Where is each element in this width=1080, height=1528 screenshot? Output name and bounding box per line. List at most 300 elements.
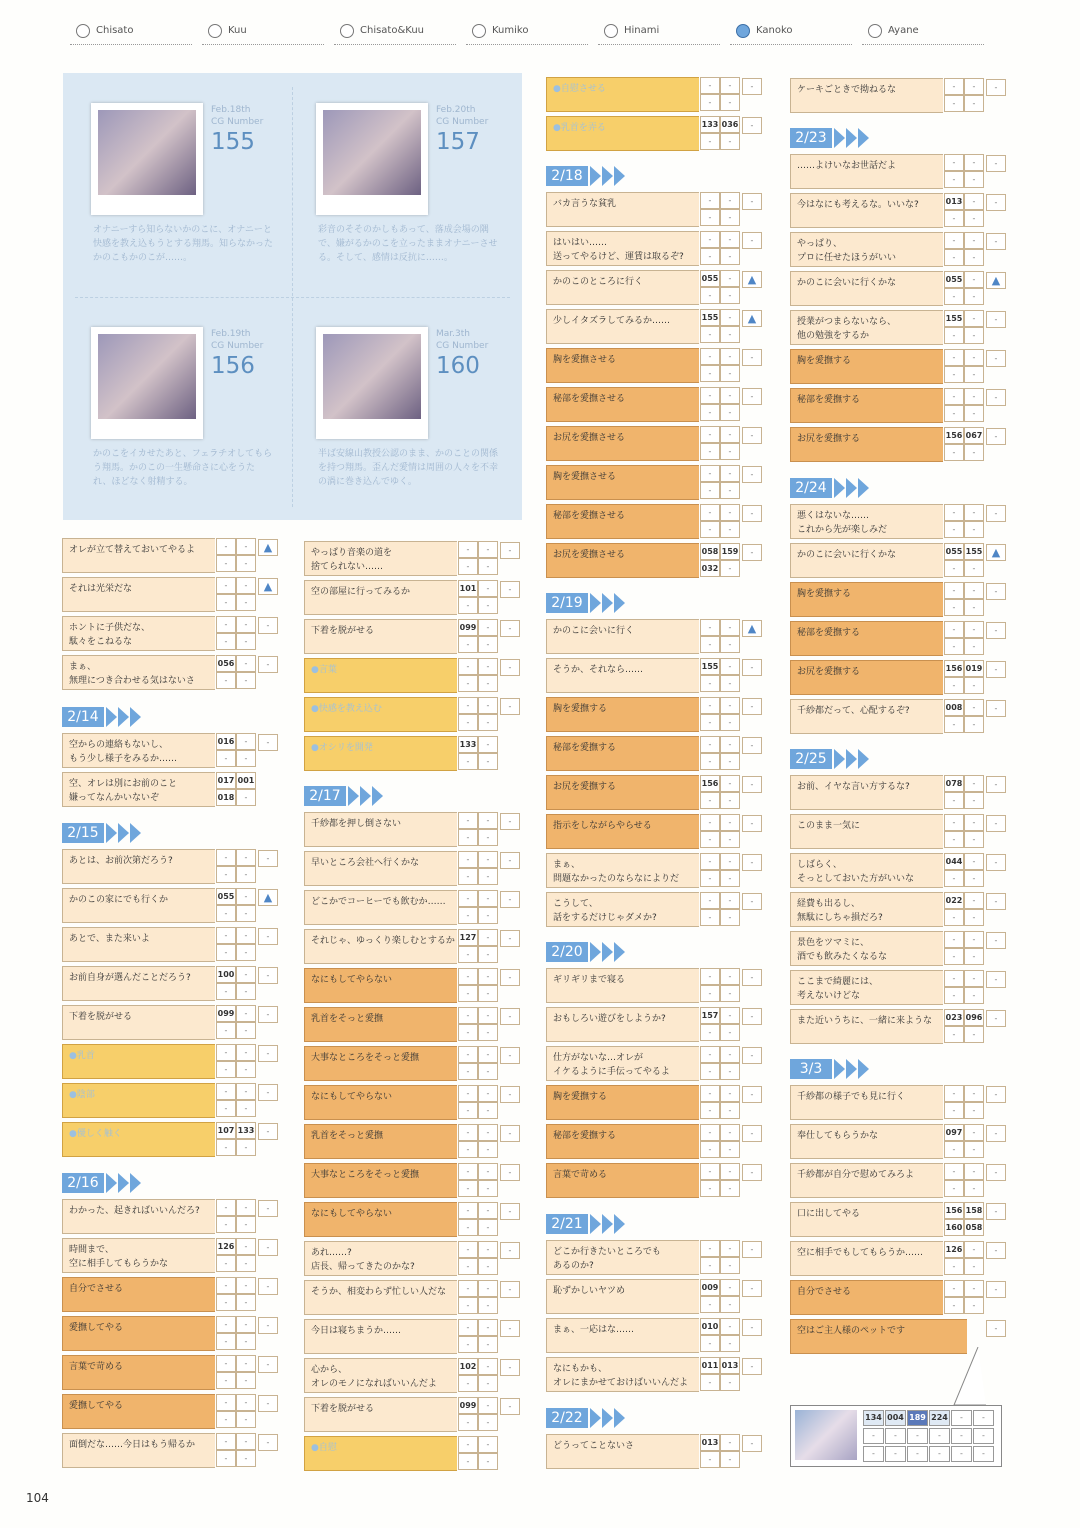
choice-box[interactable] xyxy=(62,577,215,612)
choice-box[interactable] xyxy=(546,1007,699,1042)
choice-box[interactable] xyxy=(304,1007,457,1042)
choice-box[interactable] xyxy=(546,1085,699,1120)
choice-box[interactable] xyxy=(62,1122,215,1157)
choice-box[interactable] xyxy=(790,154,943,189)
choice-row[interactable] xyxy=(546,853,764,891)
cg-cell: - xyxy=(951,1446,972,1462)
choice-row[interactable] xyxy=(790,892,1008,930)
choice-box[interactable] xyxy=(304,1319,457,1354)
cg-cell: - xyxy=(216,1394,236,1411)
choice-row[interactable] xyxy=(790,1280,1008,1318)
choice-box[interactable] xyxy=(62,538,215,573)
choice-row[interactable] xyxy=(62,1044,280,1082)
choice-row[interactable] xyxy=(62,1083,280,1121)
choice-box[interactable] xyxy=(546,814,699,849)
choice-box[interactable] xyxy=(790,232,943,267)
cg-cell: - xyxy=(964,1026,984,1043)
choice-row[interactable] xyxy=(790,1163,1008,1201)
choice-box[interactable] xyxy=(546,1279,699,1314)
choice-box[interactable] xyxy=(62,1355,215,1390)
flag-cell: - xyxy=(742,427,762,444)
radio-icon xyxy=(208,24,222,38)
cg-cell: - xyxy=(964,1280,984,1297)
choice-box[interactable] xyxy=(790,1202,943,1237)
choice-box[interactable] xyxy=(546,231,699,266)
choice-text: バカ言うな貧乳 xyxy=(553,199,617,209)
choice-text: 秘部を愛撫させる xyxy=(553,511,626,521)
choice-box[interactable] xyxy=(62,1316,215,1351)
cg-cell: - xyxy=(964,95,984,112)
choice-box[interactable] xyxy=(62,849,215,884)
choice-box[interactable] xyxy=(546,543,699,578)
choice-box[interactable] xyxy=(62,966,215,1001)
choice-box[interactable] xyxy=(546,426,699,461)
choice-box[interactable] xyxy=(546,1240,699,1275)
cg-cell: - xyxy=(478,1141,498,1158)
choice-row[interactable] xyxy=(546,504,764,542)
choice-box[interactable] xyxy=(790,193,943,228)
choice-row[interactable] xyxy=(304,851,522,889)
choice-box[interactable] xyxy=(304,1202,457,1237)
choice-row[interactable] xyxy=(62,1122,280,1160)
choice-box[interactable] xyxy=(790,543,943,578)
choice-row[interactable] xyxy=(546,1357,764,1395)
choice-row[interactable] xyxy=(546,1085,764,1123)
chevron-right-icon xyxy=(602,942,613,962)
cg-cell: - xyxy=(964,638,984,655)
choice-row[interactable] xyxy=(62,1277,280,1315)
choice-row[interactable] xyxy=(304,1124,522,1162)
choice-row[interactable] xyxy=(304,968,522,1006)
flag-cell: - xyxy=(500,1008,520,1025)
choice-text: オレが立て替えておいてやるよ xyxy=(69,545,196,555)
cg-cell: - xyxy=(216,1199,236,1216)
choice-row[interactable] xyxy=(62,733,280,771)
cg-card xyxy=(288,73,510,295)
choice-box[interactable] xyxy=(546,968,699,1003)
choice-box[interactable] xyxy=(790,931,943,966)
choice-box[interactable] xyxy=(546,775,699,810)
choice-box[interactable] xyxy=(62,616,215,651)
choice-box[interactable] xyxy=(304,1280,457,1315)
choice-row[interactable] xyxy=(546,348,764,386)
choice-row[interactable] xyxy=(790,621,1008,659)
choice-row[interactable] xyxy=(546,270,764,308)
choice-box[interactable] xyxy=(62,733,215,768)
choice-row[interactable] xyxy=(62,1005,280,1043)
cg-number-label: CG Number xyxy=(211,117,264,127)
choice-row[interactable] xyxy=(304,1046,522,1084)
choice-box[interactable] xyxy=(304,697,457,732)
choice-box[interactable] xyxy=(546,1357,699,1392)
choice-row[interactable] xyxy=(546,1318,764,1356)
choice-box[interactable] xyxy=(62,1433,215,1468)
cg-cell: - xyxy=(236,750,256,767)
cg-cell: - xyxy=(720,77,740,94)
flag-cell: - xyxy=(742,1358,762,1375)
cg-cell: - xyxy=(458,985,478,1002)
choice-box[interactable] xyxy=(790,388,943,423)
choice-box[interactable] xyxy=(62,655,215,690)
choice-row[interactable] xyxy=(546,543,764,581)
choice-row[interactable] xyxy=(790,349,1008,387)
choice-row[interactable] xyxy=(304,658,522,696)
choice-row[interactable] xyxy=(546,192,764,230)
choice-box[interactable] xyxy=(304,1085,457,1120)
choice-row[interactable] xyxy=(790,970,1008,1008)
cg-cell: - xyxy=(720,1240,740,1257)
choice-box[interactable] xyxy=(790,892,943,927)
choice-box[interactable] xyxy=(790,853,943,888)
choice-box[interactable] xyxy=(62,927,215,962)
choice-box[interactable] xyxy=(790,504,943,539)
cg-cell: - xyxy=(216,1139,236,1156)
cg-cell: - xyxy=(216,594,236,611)
choice-text: 胸を愛撫する xyxy=(797,356,852,366)
choice-box[interactable] xyxy=(304,851,457,886)
choice-row[interactable] xyxy=(790,1241,1008,1279)
choice-box[interactable] xyxy=(304,619,457,654)
choice-text: 乳首をそっと愛撫 xyxy=(311,1014,384,1024)
choice-row[interactable] xyxy=(304,1085,522,1123)
choice-box[interactable] xyxy=(546,736,699,771)
choice-row[interactable] xyxy=(62,1316,280,1354)
choice-row[interactable] xyxy=(790,1124,1008,1162)
choice-box[interactable] xyxy=(62,888,215,923)
choice-box[interactable] xyxy=(304,658,457,693)
cg-cell: - xyxy=(236,733,256,750)
cg-cell: - xyxy=(700,736,720,753)
choice-box[interactable] xyxy=(546,1124,699,1159)
choice-box[interactable] xyxy=(790,310,943,345)
choice-box[interactable] xyxy=(790,1124,943,1159)
choice-box[interactable] xyxy=(304,580,457,615)
choice-row[interactable] xyxy=(790,1202,1008,1240)
choice-box[interactable] xyxy=(790,1280,943,1315)
choice-row[interactable] xyxy=(62,927,280,965)
choice-row[interactable] xyxy=(790,543,1008,581)
choice-row[interactable] xyxy=(790,271,1008,309)
choice-box[interactable] xyxy=(790,775,943,810)
choice-box[interactable] xyxy=(546,892,699,927)
choice-row[interactable] xyxy=(790,388,1008,426)
choice-box[interactable] xyxy=(790,427,943,462)
choice-row[interactable] xyxy=(304,736,522,774)
choice-box[interactable] xyxy=(546,270,699,305)
cg-cell: - xyxy=(700,1451,720,1468)
cg-cell: - xyxy=(236,1433,256,1450)
choice-box[interactable] xyxy=(546,192,699,227)
cg-cell: - xyxy=(478,1358,498,1375)
cg-cell: - xyxy=(700,326,720,343)
choice-text: なにもかも、 オレにまかせておけばいいんだよ xyxy=(553,1364,689,1388)
cg-cell: - xyxy=(236,1083,256,1100)
cg-cell: - xyxy=(720,1163,740,1180)
flag-cell: - xyxy=(258,617,278,634)
choice-row[interactable] xyxy=(304,697,522,735)
choice-row[interactable] xyxy=(546,1046,764,1084)
choice-box[interactable] xyxy=(304,968,457,1003)
choice-box[interactable] xyxy=(304,1163,457,1198)
choice-box[interactable] xyxy=(62,1277,215,1312)
flag-cell: - xyxy=(500,698,520,715)
cg-cell: - xyxy=(720,1124,740,1141)
choice-row[interactable] xyxy=(546,309,764,347)
choice-row[interactable] xyxy=(62,1355,280,1393)
choice-row[interactable] xyxy=(546,775,764,813)
tab-chisatokuu[interactable] xyxy=(334,20,456,45)
choice-box[interactable] xyxy=(790,1319,967,1354)
choice-row[interactable] xyxy=(62,1394,280,1432)
cg-cell: 107 xyxy=(216,1122,236,1139)
tab-kanoko[interactable] xyxy=(730,20,852,45)
choice-box[interactable] xyxy=(546,116,699,151)
choice-row[interactable] xyxy=(790,427,1008,465)
choice-text: ここまで綺麗には、 考えないけどな xyxy=(797,977,879,1001)
choice-row[interactable] xyxy=(62,1199,280,1237)
choice-row[interactable] xyxy=(790,193,1008,231)
cg-cell: - xyxy=(720,248,740,265)
choice-box[interactable] xyxy=(304,1241,457,1276)
choice-row[interactable] xyxy=(790,310,1008,348)
choice-row[interactable] xyxy=(546,465,764,503)
tab-hinami[interactable] xyxy=(598,20,720,45)
choice-box[interactable] xyxy=(546,619,699,654)
choice-row[interactable] xyxy=(304,541,522,579)
choice-row[interactable] xyxy=(304,1319,522,1357)
choice-box[interactable] xyxy=(546,1046,699,1081)
choice-box[interactable] xyxy=(546,348,699,383)
choice-box[interactable] xyxy=(546,387,699,422)
cg-cell: - xyxy=(700,1141,720,1158)
choice-row[interactable] xyxy=(790,1009,1008,1047)
choice-row[interactable] xyxy=(62,538,280,576)
choice-box[interactable] xyxy=(62,1083,215,1118)
flag-cell: - xyxy=(986,932,1006,949)
choice-box[interactable] xyxy=(546,465,699,500)
cg-cell: - xyxy=(458,675,478,692)
choice-row[interactable] xyxy=(546,1240,764,1278)
cg-cell: - xyxy=(216,1216,236,1233)
tab-kumiko[interactable] xyxy=(466,20,588,45)
choice-row[interactable] xyxy=(62,577,280,615)
cg-cell: 101 xyxy=(458,580,478,597)
choice-row[interactable] xyxy=(304,812,522,850)
choice-box[interactable] xyxy=(304,890,457,925)
cg-cell: - xyxy=(964,154,984,171)
choice-row[interactable] xyxy=(304,1202,522,1240)
choice-box[interactable] xyxy=(790,660,943,695)
tab-chisato[interactable] xyxy=(70,20,192,45)
choice-box[interactable] xyxy=(62,1044,215,1079)
choice-row[interactable] xyxy=(790,232,1008,270)
choice-row[interactable] xyxy=(304,1436,522,1474)
flag-cell: - xyxy=(986,1086,1006,1103)
choice-row[interactable] xyxy=(790,775,1008,813)
choice-box[interactable] xyxy=(546,1318,699,1353)
choice-box[interactable] xyxy=(790,699,943,734)
choice-row[interactable] xyxy=(546,116,764,154)
cg-cell: - xyxy=(700,1102,720,1119)
choice-row[interactable] xyxy=(790,504,1008,542)
choice-row[interactable] xyxy=(304,619,522,657)
choice-row[interactable] xyxy=(304,1397,522,1435)
choice-text: わかった、起きればいいんだろ? xyxy=(69,1206,200,1216)
cg-cell: 133 xyxy=(236,1122,256,1139)
choice-text: ●オシリを開発 xyxy=(311,743,373,753)
choice-row[interactable] xyxy=(62,966,280,1004)
cg-cell: - xyxy=(700,504,720,521)
choice-row[interactable] xyxy=(790,699,1008,737)
cg-cell: - xyxy=(720,853,740,870)
choice-box[interactable] xyxy=(790,1009,943,1044)
choice-row[interactable] xyxy=(790,154,1008,192)
choice-row[interactable] xyxy=(304,890,522,928)
choice-row[interactable] xyxy=(304,1280,522,1318)
cg-cell: - xyxy=(944,987,964,1004)
choice-row[interactable] xyxy=(546,387,764,425)
choice-box[interactable] xyxy=(546,309,699,344)
choice-box[interactable] xyxy=(304,1397,457,1432)
choice-row[interactable] xyxy=(546,1007,764,1045)
choice-row[interactable] xyxy=(790,853,1008,891)
choice-row[interactable] xyxy=(62,655,280,693)
choice-text: しばらく、 そっとしておいた方がいいな xyxy=(797,860,915,884)
choice-box[interactable] xyxy=(546,1163,699,1198)
cg-cell: - xyxy=(236,789,256,806)
tab-ayane[interactable] xyxy=(862,20,984,45)
choice-row[interactable] xyxy=(546,658,764,696)
choice-box[interactable] xyxy=(790,1241,943,1276)
choice-row[interactable] xyxy=(790,660,1008,698)
choice-row[interactable] xyxy=(546,697,764,735)
cg-cell: - xyxy=(964,948,984,965)
choice-row[interactable] xyxy=(790,78,1008,116)
choice-box[interactable] xyxy=(62,1005,215,1040)
choice-box[interactable] xyxy=(62,1199,215,1234)
choice-text: どこか行きたいところでも あるのか? xyxy=(553,1247,661,1271)
choice-box[interactable] xyxy=(790,582,943,617)
cg-cell: - xyxy=(907,1446,928,1462)
choice-row[interactable] xyxy=(62,849,280,887)
cg-date-label xyxy=(211,104,263,128)
choice-row[interactable] xyxy=(546,619,764,657)
choice-row[interactable] xyxy=(546,814,764,852)
choice-box[interactable] xyxy=(790,349,943,384)
cg-cell: - xyxy=(944,948,964,965)
choice-row[interactable] xyxy=(62,616,280,654)
choice-box[interactable] xyxy=(790,1085,943,1120)
cg-cell: - xyxy=(964,78,984,95)
cg-cell: - xyxy=(973,1410,994,1426)
cg-cell: - xyxy=(236,1238,256,1255)
flag-cell: - xyxy=(986,1010,1006,1027)
choice-row[interactable] xyxy=(790,931,1008,969)
choice-row[interactable] xyxy=(546,426,764,464)
choice-row[interactable] xyxy=(790,814,1008,852)
choice-box[interactable] xyxy=(304,812,457,847)
choice-row[interactable] xyxy=(62,888,280,926)
choice-box[interactable] xyxy=(790,271,943,306)
choice-text: やっぱり音楽の道を 捨てられない…… xyxy=(311,548,393,572)
cg-cell: 055 xyxy=(216,888,236,905)
choice-row[interactable] xyxy=(790,1085,1008,1123)
choice-row[interactable] xyxy=(546,892,764,930)
cg-cell: - xyxy=(700,1024,720,1041)
chevron-right-icon xyxy=(614,593,625,613)
choice-box[interactable] xyxy=(62,1238,215,1273)
choice-box[interactable] xyxy=(546,504,699,539)
choice-box[interactable] xyxy=(546,658,699,693)
cg-cell: - xyxy=(720,387,740,404)
choice-row[interactable] xyxy=(304,929,522,967)
choice-row[interactable] xyxy=(62,772,280,810)
choice-box[interactable] xyxy=(790,621,943,656)
choice-box[interactable] xyxy=(790,814,943,849)
choice-row[interactable] xyxy=(62,1238,280,1276)
choice-box[interactable] xyxy=(546,697,699,732)
choice-box[interactable] xyxy=(304,929,457,964)
cg-cell: - xyxy=(478,1063,498,1080)
cg-cell: - xyxy=(720,1180,740,1197)
choice-box[interactable] xyxy=(304,541,457,576)
choice-row[interactable] xyxy=(546,1434,764,1472)
choice-box[interactable] xyxy=(546,853,699,888)
choice-text: 秘部を愛撫する xyxy=(797,395,861,405)
cg-cell: - xyxy=(944,677,964,694)
choice-row[interactable] xyxy=(304,1358,522,1396)
flag-cell: - xyxy=(258,1356,278,1373)
choice-row[interactable] xyxy=(546,77,764,115)
choice-box[interactable] xyxy=(790,78,943,113)
choice-row[interactable] xyxy=(304,580,522,618)
choice-row[interactable] xyxy=(546,1279,764,1317)
choice-row[interactable] xyxy=(790,582,1008,620)
choice-row[interactable] xyxy=(546,1163,764,1201)
choice-text: そうか、相変わらず忙しい人だな xyxy=(311,1287,447,1297)
choice-row[interactable] xyxy=(304,1241,522,1279)
choice-box[interactable] xyxy=(790,970,943,1005)
choice-box[interactable] xyxy=(304,736,457,771)
choice-row[interactable] xyxy=(304,1007,522,1045)
choice-row[interactable] xyxy=(546,1124,764,1162)
cg-cell: - xyxy=(700,675,720,692)
cg-cell: - xyxy=(236,1199,256,1216)
choice-row[interactable] xyxy=(546,231,764,269)
choice-row[interactable] xyxy=(546,736,764,774)
tab-kuu[interactable] xyxy=(202,20,324,45)
choice-box[interactable] xyxy=(62,1394,215,1429)
choice-row[interactable] xyxy=(62,1433,280,1471)
chevron-right-icon xyxy=(834,749,845,769)
choice-box[interactable] xyxy=(304,1124,457,1159)
cg-cell: 055 xyxy=(700,270,720,287)
cg-cell: 036 xyxy=(720,116,740,133)
choice-row[interactable] xyxy=(304,1163,522,1201)
choice-row[interactable] xyxy=(546,968,764,1006)
arrow-up-icon: ▲ xyxy=(742,620,762,637)
choice-box[interactable] xyxy=(546,77,699,112)
choice-box[interactable] xyxy=(62,772,215,807)
cg-cell: - xyxy=(720,968,740,985)
choice-box[interactable] xyxy=(304,1358,457,1393)
choice-box[interactable] xyxy=(304,1436,457,1471)
choice-box[interactable] xyxy=(546,1434,699,1469)
choice-box[interactable] xyxy=(790,1163,943,1198)
cg-cell: - xyxy=(964,831,984,848)
chevron-right-icon xyxy=(846,478,857,498)
choice-box[interactable] xyxy=(304,1046,457,1081)
